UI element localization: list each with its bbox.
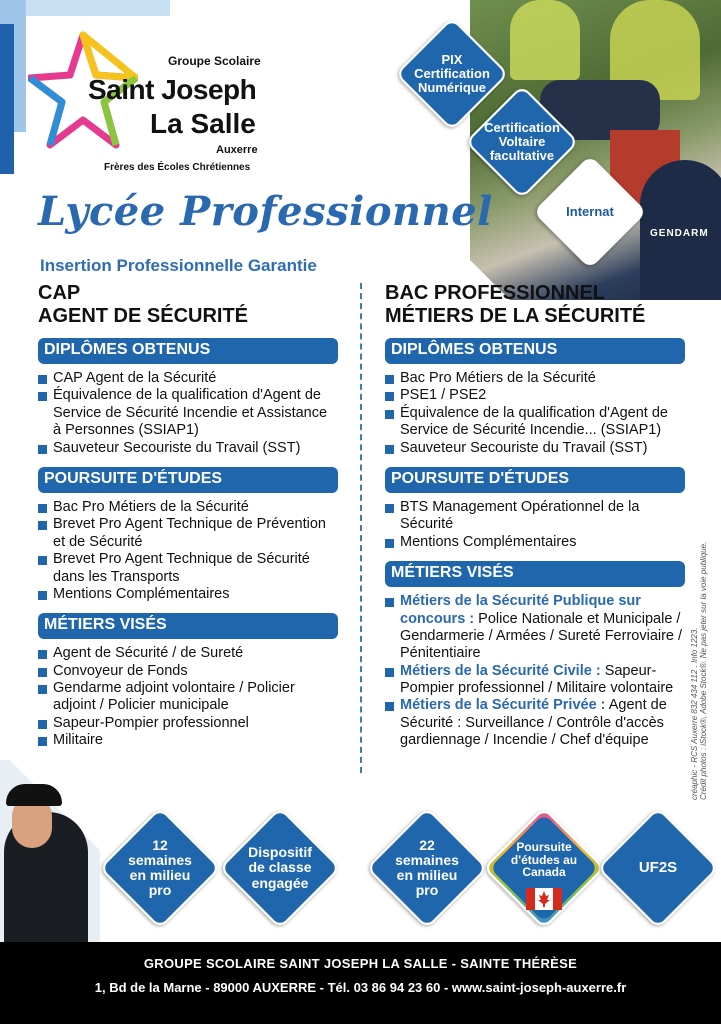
logo-name-line2: La Salle bbox=[150, 108, 256, 139]
uf2s-label: UF2S bbox=[638, 858, 678, 876]
bac-metiers-title: MÉTIERS VISÉS bbox=[385, 561, 685, 587]
logo-city: Auxerre bbox=[216, 144, 258, 156]
bac-weeks-label: 22 semaines en milieu pro bbox=[395, 836, 459, 899]
guard-photo bbox=[0, 760, 100, 942]
bac-metiers-list bbox=[385, 593, 685, 750]
bac-heading-line1: BAC PROFESSIONNEL bbox=[385, 282, 606, 304]
canada-flag-icon bbox=[526, 888, 562, 910]
list-item: CAP Agent de la Sécurité bbox=[38, 370, 338, 387]
logo-name-line1: Saint Joseph bbox=[88, 74, 257, 105]
list-item: Militaire bbox=[38, 732, 338, 749]
cap-poursuite-title: POURSUITE D'ÉTUDES bbox=[38, 467, 338, 493]
cap-heading bbox=[38, 282, 338, 328]
gendarme-label: GENDARM bbox=[650, 228, 709, 239]
dispositif-label: Dispositif de classe engagée bbox=[248, 844, 312, 891]
list-item: Mentions Complémentaires bbox=[38, 586, 338, 603]
metier-category: Métiers de la Sécurité Privée : bbox=[400, 697, 606, 714]
bac-diplomes-list bbox=[385, 370, 685, 457]
logo-congregation: Frères des Écoles Chrétiennes bbox=[104, 162, 251, 173]
list-item bbox=[385, 663, 685, 698]
footer bbox=[0, 942, 721, 1024]
internat-badge-label: Internat bbox=[566, 203, 614, 219]
uf2s-badge bbox=[598, 808, 718, 928]
list-item: Gendarme adjoint volontaire / Policier adjoint / Policier municipale bbox=[38, 680, 338, 715]
footer-address: 1, Bd de la Marne - 89000 AUXERRE - Tél. 03 86 94 23 60 - www.saint-joseph-auxerre.fr bbox=[94, 980, 627, 995]
list-item: Sapeur-Pompier professionnel bbox=[38, 715, 338, 732]
list-item: Sauveteur Secouriste du Travail (SST) bbox=[385, 440, 685, 457]
list-item: BTS Management Opérationnel de la Sécurité bbox=[385, 499, 685, 534]
cap-diplomes-title: DIPLÔMES OBTENUS bbox=[38, 338, 338, 364]
cap-heading-line2: AGENT DE SÉCURITÉ bbox=[38, 305, 249, 327]
credit-line2: Crédit photos : iStock®, Adobe Stock®. Ne pas jeter sur la voie publique. bbox=[699, 541, 709, 800]
bac-poursuite-list bbox=[385, 499, 685, 551]
cap-diplomes-list bbox=[38, 370, 338, 457]
list-item: Mentions Complémentaires bbox=[385, 534, 685, 551]
list-item bbox=[385, 593, 685, 663]
bac-weeks-badge bbox=[367, 808, 487, 928]
bac-heading-line2: MÉTIERS DE LA SÉCURITÉ bbox=[385, 305, 646, 327]
bac-heading bbox=[385, 282, 685, 328]
cap-metiers-title: MÉTIERS VISÉS bbox=[38, 613, 338, 639]
list-item: Convoyeur de Fonds bbox=[38, 663, 338, 680]
guard-cap bbox=[6, 784, 62, 806]
list-item: Équivalence de la qualification d'Agent de Service de Sécurité Incendie et Assistance à Personnes (SSIAP1) bbox=[38, 387, 338, 439]
internat-badge bbox=[534, 156, 646, 268]
cap-metiers-list bbox=[38, 645, 338, 749]
credit-line1: créaphic - RCS Auxerre 832 434 112 . Info 1223. bbox=[690, 627, 699, 800]
bac-column bbox=[385, 282, 685, 750]
canada-badge bbox=[484, 808, 604, 928]
bac-diplomes-title: DIPLÔMES OBTENUS bbox=[385, 338, 685, 364]
metier-text: Police Nationale et Municipale / Gendarmerie / Armées / Sureté Ferroviaire / Pénitentiaire bbox=[400, 610, 683, 662]
metier-category: Métiers de la Sécurité Civile : bbox=[400, 662, 601, 679]
metier-category: Métiers de la Sécurité Publique sur concours : bbox=[400, 593, 641, 627]
cap-poursuite-list bbox=[38, 499, 338, 603]
metier-text: Agent de Sécurité : Surveillance / Contrôle d'accès gardiennage / Incendie / Chef d'équipe bbox=[400, 697, 667, 749]
bac-poursuite-title: POURSUITE D'ÉTUDES bbox=[385, 467, 685, 493]
list-item: Équivalence de la qualification d'Agent de Service de Sécurité Incendie... (SSIAP1) bbox=[385, 405, 685, 440]
page-title: Lycée Professionnel bbox=[38, 188, 493, 235]
cap-weeks-badge bbox=[100, 808, 220, 928]
list-item: Brevet Pro Agent Technique de Sécurité dans les Transports bbox=[38, 551, 338, 586]
rescuer-figure bbox=[510, 0, 580, 80]
canada-label: Poursuite d'études au Canada bbox=[510, 839, 578, 880]
list-item: Bac Pro Métiers de la Sécurité bbox=[38, 499, 338, 516]
cap-weeks-label: 12 semaines en milieu pro bbox=[128, 836, 192, 899]
list-item bbox=[385, 697, 685, 749]
list-item: PSE1 / PSE2 bbox=[385, 387, 685, 404]
pix-badge-label: PIX Certification Numérique bbox=[414, 51, 490, 96]
page-subtitle: Insertion Professionnelle Garantie bbox=[40, 256, 317, 275]
list-item: Sauveteur Secouriste du Travail (SST) bbox=[38, 440, 338, 457]
cap-heading-line1: CAP bbox=[38, 282, 81, 304]
list-item: Brevet Pro Agent Technique de Prévention et de Sécurité bbox=[38, 516, 338, 551]
footer-school-name: GROUPE SCOLAIRE SAINT JOSEPH LA SALLE - SAINTE THÉRÈSE bbox=[143, 956, 578, 971]
list-item: Bac Pro Métiers de la Sécurité bbox=[385, 370, 685, 387]
corner-decoration bbox=[0, 24, 14, 174]
school-logo bbox=[28, 22, 288, 180]
cap-column bbox=[38, 282, 338, 750]
logo-groupe: Groupe Scolaire bbox=[168, 54, 261, 68]
column-divider bbox=[360, 283, 362, 773]
metier-text: Sapeur-Pompier professionnel / Militaire volontaire bbox=[400, 662, 674, 697]
photo-credit bbox=[690, 542, 708, 800]
list-item: Agent de Sécurité / de Sureté bbox=[38, 645, 338, 662]
voltaire-badge-label: Certification Voltaire facultative bbox=[484, 119, 560, 164]
dispositif-badge bbox=[220, 808, 340, 928]
